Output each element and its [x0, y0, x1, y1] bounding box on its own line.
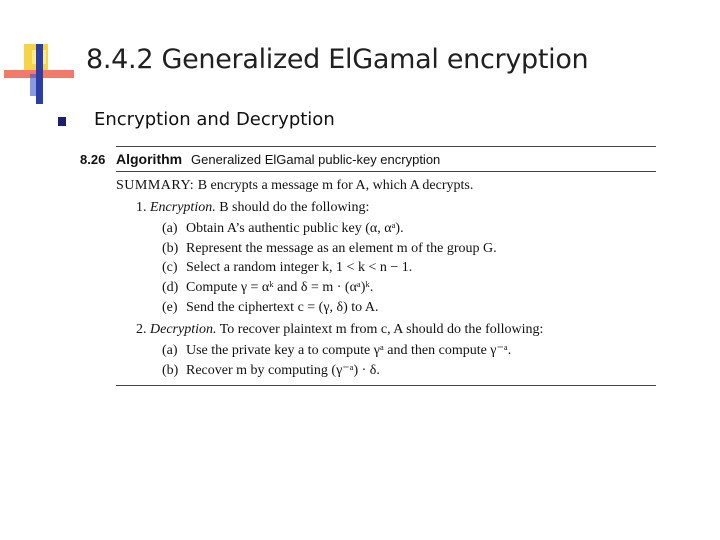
- step-1-head: Encryption.: [150, 200, 216, 215]
- algorithm-label: Algorithm: [116, 151, 183, 167]
- step-1-item: [162, 241, 497, 257]
- item-label: (a): [162, 343, 178, 358]
- item-text: Select a random integer k, 1 < k < n − 1.: [186, 260, 413, 275]
- item-label: (b): [162, 363, 179, 378]
- header-rule: [116, 171, 656, 172]
- slide-title: 8.4.2 Generalized ElGamal encryption: [86, 44, 589, 75]
- step-1-number: 1.: [136, 200, 147, 215]
- slide-logo: [0, 0, 80, 110]
- step-2: [136, 322, 543, 338]
- item-text: Use the private key a to compute γᵃ and then compute γ⁻ᵃ.: [186, 343, 512, 358]
- step-1-text: B should do the following:: [219, 200, 370, 215]
- summary-text: B encrypts a message m for A, which A decrypts.: [197, 178, 474, 193]
- item-text: Obtain A’s authentic public key (α, αᵃ).: [186, 221, 404, 236]
- step-1-item: [162, 280, 373, 296]
- step-2-text: To recover plaintext m from c, A should do the following:: [219, 322, 544, 337]
- step-1-item: [162, 300, 379, 316]
- item-text: Recover m by computing (γ⁻ᵃ) · δ.: [186, 363, 380, 378]
- step-2-head: Decryption.: [150, 322, 217, 337]
- logo-blue-bar: [36, 44, 43, 104]
- algorithm-box: [80, 140, 660, 390]
- item-text: Compute γ = αᵏ and δ = m · (αᵃ)ᵏ.: [186, 280, 374, 295]
- step-1-item: [162, 221, 404, 237]
- item-text: Send the ciphertext c = (γ, δ) to A.: [186, 300, 379, 315]
- bullet-text: Encryption and Decryption: [94, 109, 335, 130]
- bullet-square-icon: [58, 117, 66, 126]
- algorithm-name: Generalized ElGamal public-key encryption: [191, 152, 441, 167]
- step-1: [136, 200, 369, 216]
- summary-line: [116, 178, 473, 194]
- summary-head: SUMMARY:: [116, 178, 195, 193]
- item-label: (e): [162, 300, 178, 315]
- algorithm-number: 8.26: [80, 152, 106, 167]
- item-label: (d): [162, 280, 179, 295]
- bottom-rule: [116, 385, 656, 386]
- step-2-number: 2.: [136, 322, 147, 337]
- top-rule: [116, 146, 656, 147]
- step-1-item: [162, 260, 412, 276]
- item-text: Represent the message as an element m of the group G.: [186, 241, 497, 256]
- item-label: (c): [162, 260, 178, 275]
- step-2-item: [162, 342, 511, 359]
- item-label: (a): [162, 221, 178, 236]
- item-label: (b): [162, 241, 179, 256]
- step-2-item: [162, 362, 380, 379]
